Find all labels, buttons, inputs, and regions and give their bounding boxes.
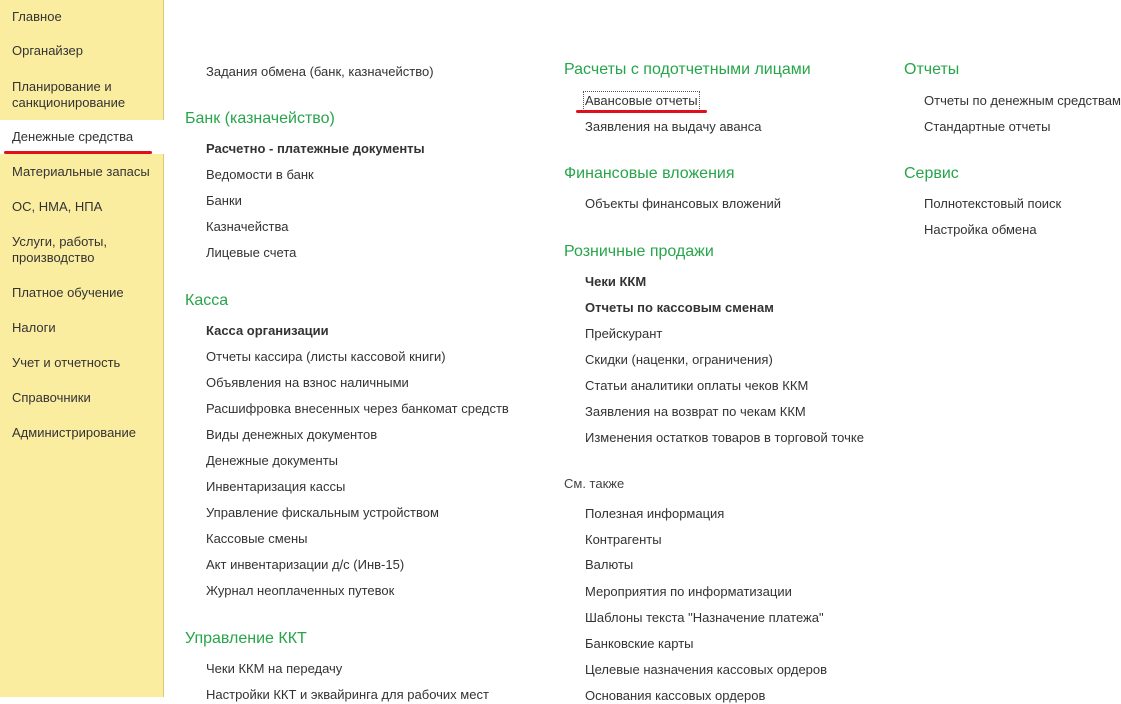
section-title-cash: Касса — [185, 292, 229, 309]
link-payment-analytics[interactable]: Статьи аналитики оплаты чеков ККМ — [585, 378, 809, 393]
link-kkt-acquiring-settings[interactable]: Настройки ККТ и эквайринга для рабочих мест — [206, 687, 489, 702]
sidebar-item-planning[interactable]: Планирование и санкционирование — [12, 79, 126, 110]
link-unpaid-vouchers-journal[interactable]: Журнал неоплаченных путевок — [206, 583, 395, 598]
link-counterparties[interactable]: Контрагенты — [585, 532, 662, 547]
link-cash-deposit-notices[interactable]: Объявления на взнос наличными — [206, 375, 409, 390]
link-investment-objects[interactable]: Объекты финансовых вложений — [585, 196, 782, 211]
link-informatization-events[interactable]: Мероприятия по информатизации — [585, 584, 792, 599]
sidebar-item-main[interactable]: Главное — [12, 9, 62, 24]
link-useful-info[interactable]: Полезная информация — [585, 506, 725, 521]
section-title-bank: Банк (казначейство) — [185, 110, 335, 127]
sidebar-item-services[interactable]: Услуги, работы, производство — [12, 234, 107, 265]
link-currencies[interactable]: Валюты — [585, 557, 634, 572]
section-title-investments: Финансовые вложения — [564, 165, 735, 182]
section-title-reports: Отчеты — [904, 61, 960, 78]
sidebar-item-administration[interactable]: Администрирование — [12, 425, 136, 440]
section-title-retail: Розничные продажи — [564, 243, 714, 260]
link-fiscal-device-control[interactable]: Управление фискальным устройством — [206, 505, 439, 520]
link-exchange-settings[interactable]: Настройка обмена — [924, 222, 1037, 237]
highlight-underline — [4, 151, 152, 154]
link-cash-inventory[interactable]: Инвентаризация кассы — [206, 479, 346, 494]
sidebar-item-taxes[interactable]: Налоги — [12, 320, 56, 335]
link-advance-applications[interactable]: Заявления на выдачу аванса — [585, 119, 762, 134]
section-title-accountable-persons: Расчеты с подотчетными лицами — [564, 61, 811, 78]
section-title-see-also: См. также — [564, 476, 625, 491]
link-advance-reports[interactable]: Авансовые отчеты — [585, 93, 698, 108]
link-kkm-receipts-transfer[interactable]: Чеки ККМ на передачу — [206, 661, 343, 676]
link-bank-statements[interactable]: Ведомости в банк — [206, 167, 314, 182]
link-bank-cards[interactable]: Банковские карты — [585, 636, 694, 651]
link-inventory-act-inv15[interactable]: Акт инвентаризации д/с (Инв-15) — [206, 557, 405, 572]
link-return-applications[interactable]: Заявления на возврат по чекам ККМ — [585, 404, 806, 419]
sidebar-item-inventory[interactable]: Материальные запасы — [12, 164, 150, 179]
section-title-kkt: Управление ККТ — [185, 630, 307, 647]
link-payment-documents[interactable]: Расчетно - платежные документы — [206, 141, 425, 156]
link-money-reports[interactable]: Отчеты по денежным средствам — [924, 93, 1121, 108]
sidebar-item-catalogs[interactable]: Справочники — [12, 390, 91, 405]
link-money-document-types[interactable]: Виды денежных документов — [206, 427, 378, 442]
sidebar-item-accounting[interactable]: Учет и отчетность — [12, 355, 121, 370]
sidebar-item-organizer[interactable]: Органайзер — [12, 43, 83, 58]
link-personal-accounts[interactable]: Лицевые счета — [206, 245, 297, 260]
link-treasuries[interactable]: Казначейства — [206, 219, 289, 234]
sidebar-item-cash-funds[interactable] — [0, 120, 164, 154]
sidebar-item-cash-funds-label: Денежные средства — [12, 129, 134, 144]
sidebar — [0, 0, 164, 697]
link-exchange-tasks[interactable]: Задания обмена (банк, казначейство) — [206, 64, 434, 79]
link-cash-shifts[interactable]: Кассовые смены — [206, 531, 308, 546]
link-atm-deposit-breakdown[interactable]: Расшифровка внесенных через банкомат средств — [206, 401, 509, 416]
link-banks[interactable]: Банки — [206, 193, 242, 208]
link-shift-reports[interactable]: Отчеты по кассовым сменам — [585, 300, 774, 315]
sidebar-item-fixed-assets[interactable]: ОС, НМА, НПА — [12, 199, 103, 214]
link-price-list[interactable]: Прейскурант — [585, 326, 663, 341]
link-cash-organization[interactable]: Касса организации — [206, 323, 329, 338]
link-fulltext-search[interactable]: Полнотекстовый поиск — [924, 196, 1062, 211]
link-cash-order-grounds[interactable]: Основания кассовых ордеров — [585, 688, 766, 703]
sidebar-item-paid-education[interactable]: Платное обучение — [12, 285, 124, 300]
section-title-service: Сервис — [904, 165, 959, 182]
link-payment-purpose-templates[interactable]: Шаблоны текста "Назначение платежа" — [585, 610, 824, 625]
link-cash-order-purposes[interactable]: Целевые назначения кассовых ордеров — [585, 662, 828, 677]
column-3 — [900, 0, 1121, 697]
link-cashier-reports[interactable]: Отчеты кассира (листы кассовой книги) — [206, 349, 446, 364]
link-discounts[interactable]: Скидки (наценки, ограничения) — [585, 352, 773, 367]
link-stock-changes[interactable]: Изменения остатков товаров в торговой точке — [585, 430, 864, 445]
link-kkm-receipts[interactable]: Чеки ККМ — [585, 274, 647, 289]
highlight-underline — [576, 110, 707, 113]
link-money-documents[interactable]: Денежные документы — [206, 453, 339, 468]
link-standard-reports[interactable]: Стандартные отчеты — [924, 119, 1051, 134]
